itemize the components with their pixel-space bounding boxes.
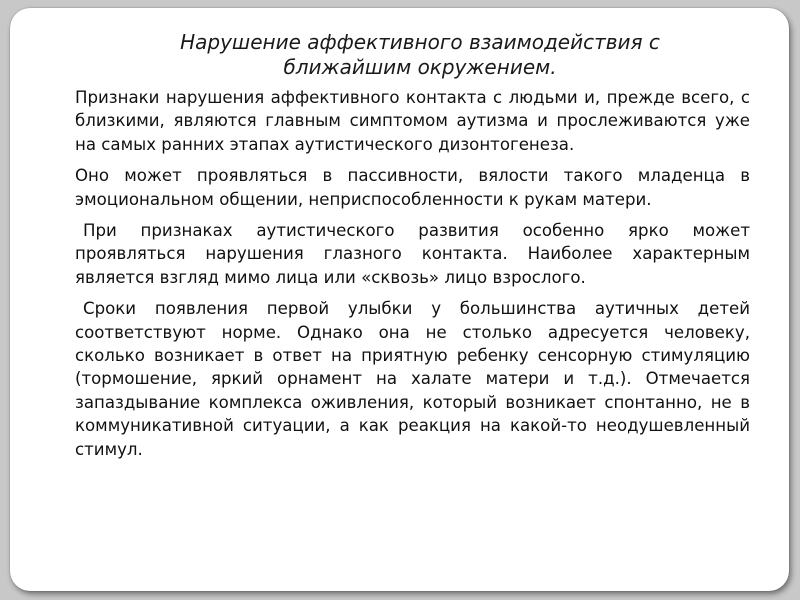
slide-body — [75, 86, 750, 469]
paragraph-2: Оно может проявляться в пассивности, вялости такого младенца в эмоциональном общении, неприспособленности к рукам матери. — [75, 166, 750, 209]
paragraph-4: Сроки появления первой улыбки у большинства аутичных детей соответствуют норме. Однако она не столько адресуется человеку, сколько возникает в ответ на приятную ребенку сенсорную стимуляцию (тормошение, яркий орнамент на халате матери и т.д.). Отмечается запаздывание комплекса оживления, который возникает спонтанно, не в коммуникативной ситуации, а как реакция на какой-то неодушевленный стимул. — [75, 299, 750, 459]
paragraph-1: Признаки нарушения аффективного контакта с людьми и, прежде всего, с близкими, являются главным симптомом аутизма и прослеживаются уже на самых ранних этапах аутистического дизонтогенеза. — [75, 88, 750, 154]
paragraph-3: При признаках аутистического развития особенно ярко может проявляться нарушения глазного контакта. Наиболее характерным является взгляд мимо лица или «сквозь» лицо взрослого. — [75, 221, 750, 287]
slide-title: Нарушение аффективного взаимодействия с ближайшим окружением. — [180, 30, 660, 79]
